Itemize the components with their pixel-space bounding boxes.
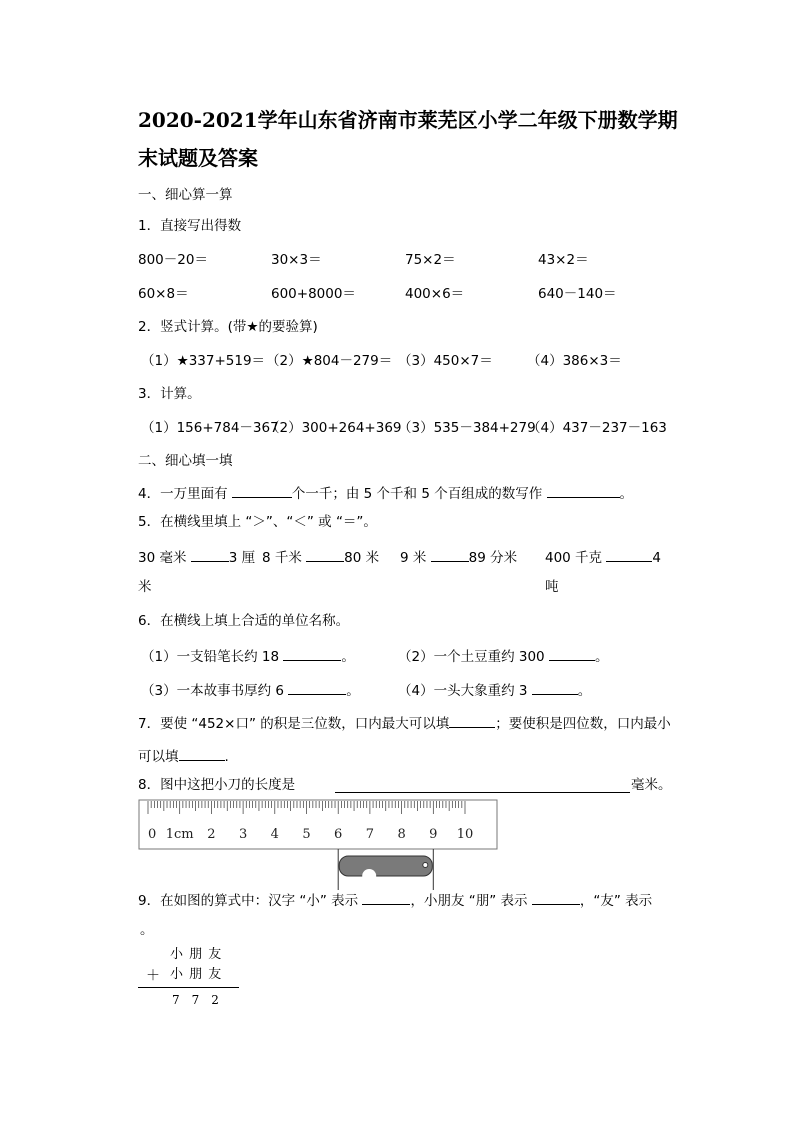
wrapped-unit: 吨 [545,579,559,595]
compare-left: 30 毫米 [138,550,191,566]
calc-item: （3）535－384+279 [398,420,536,436]
ruler-label: 4 [270,827,279,842]
knife-icon [339,856,432,876]
ruler-label: 8 [397,827,406,842]
document-title-line2: 末试题及答案 [138,146,258,170]
question-4 [138,483,633,503]
compare-left: 8 千米 [262,550,307,566]
q9-text: ，小朋友 “朋” 表示 [410,893,532,909]
ruler-label: 3 [238,827,248,842]
ruler-label: 0 [148,827,157,842]
plus-sign: ＋ [146,968,160,984]
ruler-label: 10 [456,827,474,842]
calc-item: 30×3＝ [271,252,322,268]
unit-text: （1）一支铅笔长约 18 [141,649,284,665]
q9-text: ，“友” 表示 [579,893,653,909]
answer-blank[interactable] [283,646,341,661]
question-label: 3．计算。 [138,386,201,402]
compare-item [400,547,517,567]
question-7 [138,713,671,733]
ruler-label: 7 [365,827,375,842]
period: 。 [594,649,609,665]
equation-row2: 小 朋 友 [170,967,223,982]
compare-item [545,547,661,567]
unit-item [398,680,591,700]
q7-text: ；要使积是四位数，口内最小 [495,716,671,732]
period: 。 [341,649,355,665]
answer-blank[interactable] [191,547,229,562]
ruler-figure [136,798,506,893]
answer-blank[interactable] [547,483,620,498]
question-label: 2．竖式计算。(带★的要验算) [138,319,318,335]
calc-item: （1）★337+519＝ [141,353,266,369]
ruler-label: 9 [429,827,438,842]
unit-item [141,646,355,666]
q4-text: 个一千；由 5 个千和 5 个百组成的数写作 [291,486,547,502]
wrapped-unit: 米 [138,579,152,595]
calc-item: （2）★804－279＝ [266,353,393,369]
period: 。 [346,683,360,699]
question-label: 1．直接写出得数 [138,218,242,234]
compare-item [262,547,379,567]
answer-blank[interactable] [606,547,652,562]
calc-item: 800－20＝ [138,252,208,268]
compare-left: 400 千克 [545,550,607,566]
unit-text: （4）一头大象重约 3 [398,683,532,699]
answer-blank[interactable] [362,890,410,905]
calc-item: 400×6＝ [405,286,465,302]
document-title-line1: 2020-2021学年山东省济南市莱芜区小学二年级下册数学期 [138,108,678,132]
calc-item: 60×8＝ [138,286,189,302]
answer-blank[interactable] [335,778,630,793]
ruler-label: 1cm [165,827,194,842]
compare-left: 9 米 [400,550,431,566]
equation-row1: 小 朋 友 [170,947,223,962]
answer-blank[interactable] [288,680,346,695]
ruler-label: 6 [334,827,343,842]
section-heading: 一、细心算一算 [138,187,233,203]
answer-blank[interactable] [532,890,580,905]
answer-blank[interactable] [532,680,578,695]
compare-right: 89 分米 [468,550,518,566]
unit-text: （2）一个土豆重约 300 [398,649,549,665]
question-7-cont [138,746,229,766]
question-label: 6．在横线上填上合适的单位名称。 [138,613,350,629]
calc-item: （2）300+264+369 [266,420,402,436]
knife-notch [362,869,376,883]
calc-item: 640－140＝ [538,286,617,302]
unit-text: （3）一本故事书厚约 6 [141,683,289,699]
q9-text: 9．在如图的算式中：汉字 “小” 表示 [138,893,363,909]
unit-item [398,646,608,666]
compare-right: 80 米 [344,550,380,566]
compare-item [138,547,255,567]
answer-blank[interactable] [449,713,495,728]
q7-text: 可以填 [138,749,179,765]
answer-blank[interactable] [549,646,595,661]
ruler-label: 2 [207,827,216,842]
compare-right: 4 [652,550,661,566]
calc-item: 600+8000＝ [271,286,356,302]
calc-item: （3）450×7＝ [398,353,493,369]
q7-text: . [224,749,229,765]
calc-item: （4）437－237－163 [527,420,667,436]
question-9 [138,890,652,910]
question-label: 8．图中这把小刀的长度是 [138,777,296,793]
unit-item [141,680,360,700]
q4-text: 4．一万里面有 [138,486,232,502]
answer-blank[interactable] [232,483,292,498]
period: 。 [140,922,154,938]
knife-hole [423,863,428,868]
answer-blank[interactable] [306,547,344,562]
unit-label: 毫米。 [631,777,672,793]
period: 。 [577,683,592,699]
equation-line [138,987,239,988]
calc-item: 43×2＝ [538,252,589,268]
calc-item: （1）156+784－367 [141,420,279,436]
answer-blank[interactable] [179,746,225,761]
q4-text: 。 [619,486,634,502]
calc-item: 75×2＝ [405,252,456,268]
question-label: 5．在横线里填上 “＞”、“＜” 或 “＝”。 [138,514,377,530]
equation-result: 7 7 2 [172,993,219,1007]
answer-blank[interactable] [431,547,469,562]
q7-text: 7．要使 “452×口” 的积是三位数，口内最大可以填 [138,716,450,732]
ruler-label: 5 [302,827,311,842]
calc-item: （4）386×3＝ [527,353,622,369]
compare-right: 3 厘 [228,550,256,566]
section-heading: 二、细心填一填 [138,453,233,469]
